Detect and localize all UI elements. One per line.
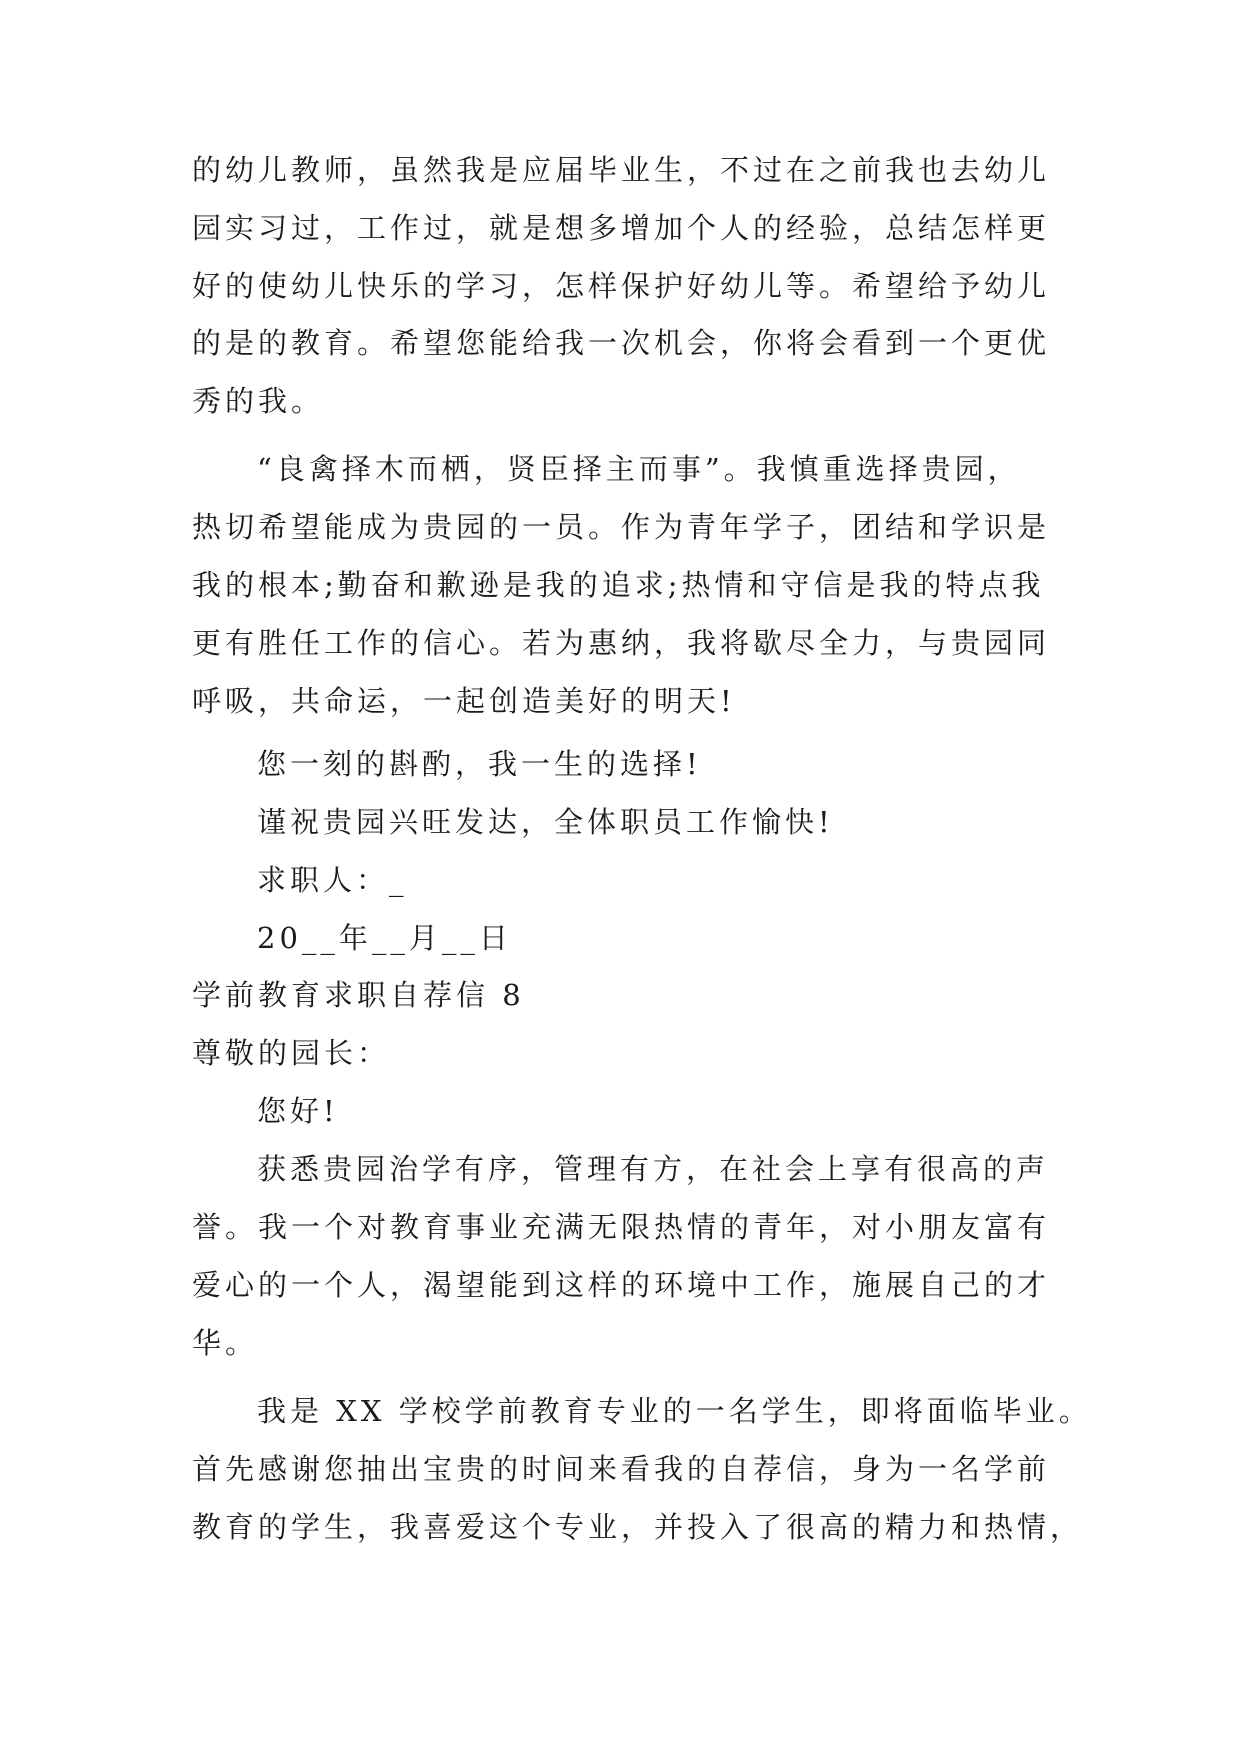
body-line: 的是的教育。希望您能给我一次机会，你将会看到一个更优	[192, 326, 1051, 360]
body-line: 好的使幼儿快乐的学习，怎样保护好幼儿等。希望给予幼儿	[192, 269, 1051, 303]
body-line: 获悉贵园治学有序，管理有方，在社会上享有很高的声	[257, 1152, 1050, 1186]
date-line: 20__年__月__日	[257, 921, 512, 955]
body-line: 华。	[192, 1326, 259, 1360]
body-line: “良禽择木而栖，贤臣择主而事”。我慎重选择贵园，	[257, 452, 1021, 486]
body-line: 爱心的一个人，渴望能到这样的环境中工作，施展自己的才	[192, 1268, 1051, 1302]
body-line: 呼吸，共命运，一起创造美好的明天!	[192, 684, 736, 718]
closing-line: 您一刻的斟酌，我一生的选择!	[257, 747, 702, 781]
closing-line: 谨祝贵园兴旺发达，全体职员工作愉快!	[257, 805, 834, 839]
body-line: 秀的我。	[192, 384, 325, 418]
greeting: 您好!	[257, 1094, 339, 1128]
section-title: 学前教育求职自荐信 8	[192, 978, 525, 1012]
body-line: 热切希望能成为贵园的一员。作为青年学子，团结和学识是	[192, 510, 1051, 544]
body-line: 教育的学生，我喜爱这个专业，并投入了很高的精力和热情，	[192, 1510, 1084, 1544]
signature-line: 求职人：_	[257, 863, 408, 897]
body-line: 园实习过，工作过，就是想多增加个人的经验，总结怎样更	[192, 211, 1051, 245]
salutation: 尊敬的园长：	[192, 1036, 391, 1070]
body-line: 首先感谢您抽出宝贵的时间来看我的自荐信，身为一名学前	[192, 1452, 1051, 1486]
body-line: 我是 XX 学校学前教育专业的一名学生，即将面临毕业。	[257, 1394, 1092, 1428]
body-line: 更有胜任工作的信心。若为惠纳，我将歇尽全力，与贵园同	[192, 626, 1051, 660]
body-line: 誉。我一个对教育事业充满无限热情的青年，对小朋友富有	[192, 1210, 1051, 1244]
body-line: 的幼儿教师，虽然我是应届毕业生，不过在之前我也去幼儿	[192, 153, 1051, 187]
body-line: 我的根本;勤奋和歉逊是我的追求;热情和守信是我的特点我	[192, 568, 1045, 602]
